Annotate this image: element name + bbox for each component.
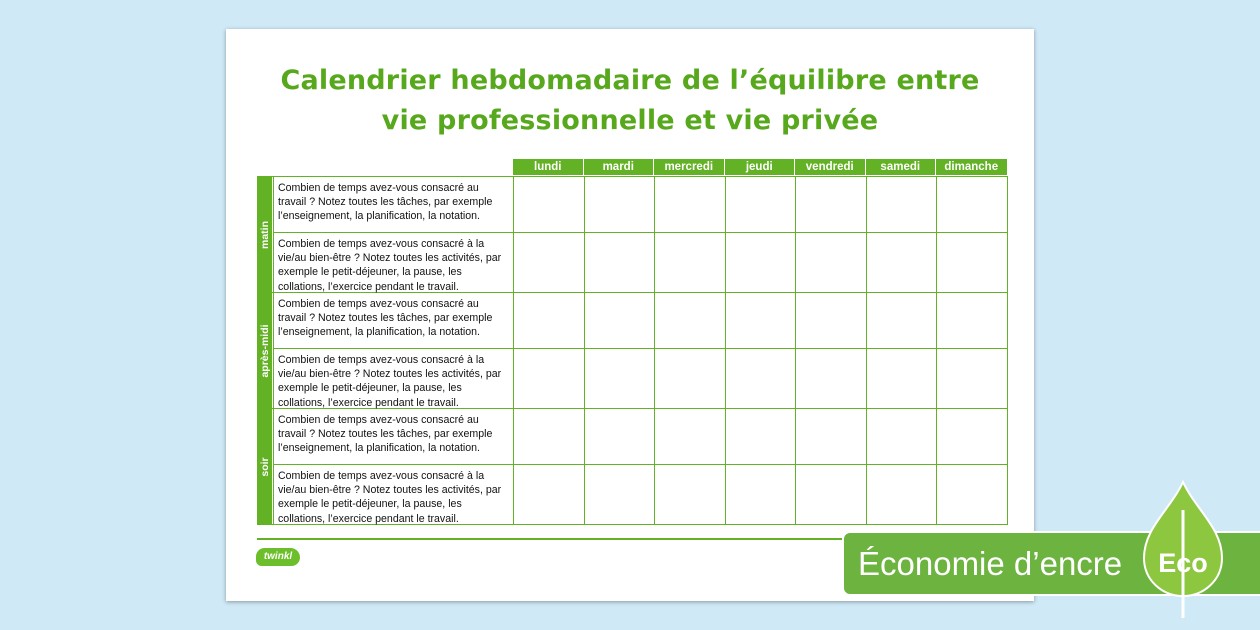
table-row: [273, 348, 1008, 408]
entry-cell[interactable]: [514, 293, 585, 348]
entry-cell[interactable]: [937, 349, 1008, 408]
entry-cell[interactable]: [726, 349, 797, 408]
table-row: [273, 293, 1008, 348]
entry-cell[interactable]: [867, 349, 938, 408]
entry-cell[interactable]: [796, 349, 867, 408]
period-label: [257, 293, 273, 408]
period-label-text: soir: [258, 456, 271, 477]
entry-cell[interactable]: [726, 233, 797, 292]
period-block: [257, 408, 1008, 525]
title-line-2: vie professionnelle et vie privée: [381, 105, 879, 136]
period-block: [257, 292, 1008, 408]
entry-cell[interactable]: [867, 465, 938, 524]
weekly-grid: [257, 176, 1008, 525]
table-row: [273, 409, 1008, 464]
day-header: dimanche: [936, 159, 1007, 175]
entry-cell[interactable]: [726, 177, 797, 232]
entry-cell[interactable]: [796, 233, 867, 292]
period-block: [257, 176, 1008, 292]
worksheet-page: [226, 29, 1034, 601]
entry-cell[interactable]: [585, 177, 656, 232]
entry-cell[interactable]: [514, 465, 585, 524]
period-label: [257, 177, 273, 292]
day-header: mardi: [584, 159, 655, 175]
day-header: vendredi: [795, 159, 866, 175]
period-label-text: matin: [258, 220, 271, 249]
entry-cell[interactable]: [514, 409, 585, 464]
entry-cell[interactable]: [726, 409, 797, 464]
entry-cell[interactable]: [514, 349, 585, 408]
day-header: mercredi: [654, 159, 725, 175]
entry-cell[interactable]: [867, 177, 938, 232]
entry-cell[interactable]: [796, 293, 867, 348]
entry-cell[interactable]: [585, 233, 656, 292]
entry-cell[interactable]: [655, 349, 726, 408]
entry-cell[interactable]: [867, 293, 938, 348]
entry-cell[interactable]: [937, 177, 1008, 232]
entry-cell[interactable]: [937, 465, 1008, 524]
entry-cell[interactable]: [655, 177, 726, 232]
entry-cell[interactable]: [585, 465, 656, 524]
entry-cell[interactable]: [937, 409, 1008, 464]
entry-cell[interactable]: [585, 349, 656, 408]
entry-cell[interactable]: [726, 465, 797, 524]
day-header: lundi: [513, 159, 584, 175]
entry-cell[interactable]: [585, 293, 656, 348]
entry-cell[interactable]: [655, 409, 726, 464]
entry-cell[interactable]: [655, 465, 726, 524]
entry-cell[interactable]: [655, 293, 726, 348]
entry-cell[interactable]: [937, 293, 1008, 348]
life-question: Combien de temps avez-vous consacré à la vie/au bien-être ? Notez toutes les activités, par exemple le petit-déjeuner, la pause, les collations, l’exercice pendant le travail.: [274, 465, 514, 524]
ink-saving-badge: Économie d’encre: [842, 531, 1260, 596]
entry-cell[interactable]: [655, 233, 726, 292]
entry-cell[interactable]: [937, 233, 1008, 292]
entry-cell[interactable]: [796, 465, 867, 524]
day-header-row: [513, 159, 1007, 175]
table-row: [273, 464, 1008, 524]
life-question: Combien de temps avez-vous consacré à la vie/au bien-être ? Notez toutes les activités, par exemple le petit-déjeuner, la pause, les collations, l’exercice pendant le travail.: [274, 233, 514, 292]
entry-cell[interactable]: [796, 177, 867, 232]
table-row: [273, 232, 1008, 292]
entry-cell[interactable]: [585, 409, 656, 464]
table-row: [273, 177, 1008, 232]
entry-cell[interactable]: [514, 233, 585, 292]
entry-cell[interactable]: [726, 293, 797, 348]
entry-cell[interactable]: [514, 177, 585, 232]
entry-cell[interactable]: [796, 409, 867, 464]
entry-cell[interactable]: [867, 409, 938, 464]
eco-label: Eco: [1158, 548, 1208, 578]
life-question: Combien de temps avez-vous consacré à la vie/au bien-être ? Notez toutes les activités, par exemple le petit-déjeuner, la pause, les collations, l’exercice pendant le travail.: [274, 349, 514, 408]
day-header: samedi: [866, 159, 937, 175]
entry-cell[interactable]: [867, 233, 938, 292]
work-question: Combien de temps avez-vous consacré au travail ? Notez toutes les tâches, par exemple l’enseignement, la planification, la notation.: [274, 293, 514, 348]
day-header: jeudi: [725, 159, 796, 175]
title-line-1: Calendrier hebdomadaire de l’équilibre entre: [280, 65, 980, 96]
work-question: Combien de temps avez-vous consacré au travail ? Notez toutes les tâches, par exemple l’enseignement, la planification, la notation.: [274, 177, 514, 232]
period-label-text: après-midi: [258, 323, 271, 378]
period-label: [257, 409, 273, 524]
twinkl-logo: twinkl: [256, 548, 300, 566]
page-title: [226, 61, 1034, 141]
work-question: Combien de temps avez-vous consacré au travail ? Notez toutes les tâches, par exemple l’enseignement, la planification, la notation.: [274, 409, 514, 464]
